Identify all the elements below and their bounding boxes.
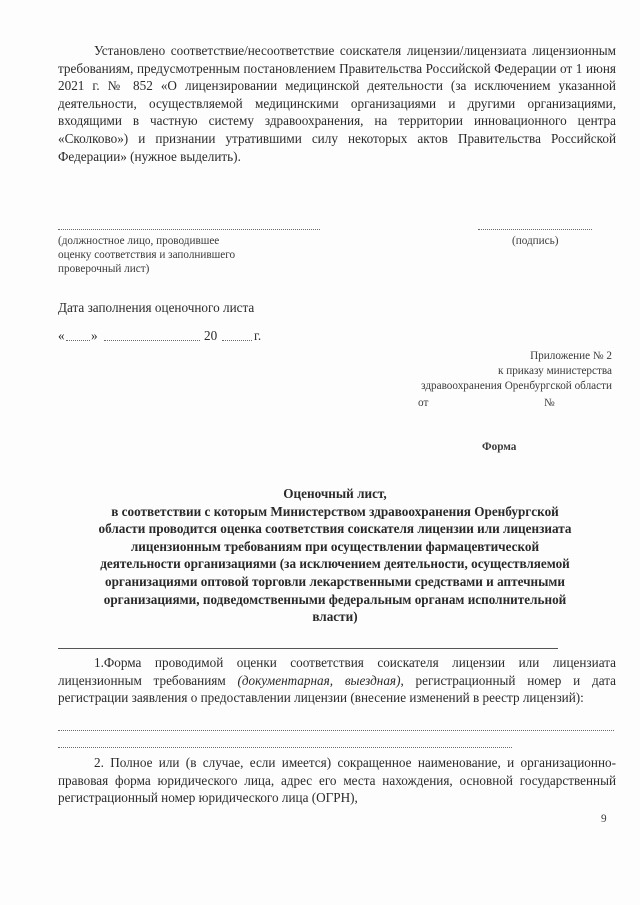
- section-2-paragraph: 2. Полное или (в случае, если имеется) сокращенное наименование, и организационно-правовая форма юридического лица, адрес его места нахождения, основной государственный регистрационный номер юридического лица (ОГРН),: [58, 755, 616, 806]
- appendix-block: [330, 349, 612, 394]
- appendix-order: к приказу министерства: [497, 365, 612, 377]
- date-year-suffix: г.: [254, 328, 262, 343]
- date-close-quote: »: [91, 328, 98, 343]
- intro-paragraph: Установлено соответствие/несоответствие соискателя лицензии/лицензиата лицензионным требованиям, предусмотренным постановлением Правительства Российской Федерации от 1 июня 2021 г. № 852 «О лицензировании медицинской деятельности (за исключением указанной деятельности, осуществляемой медицинскими организациями и другими организациями, входящими в частную систему здравоохранения, на территории инновационного центра «Сколково») и признании утратившими силу некоторых актов Правительства Российской Федерации» (нужное выделить).: [58, 43, 616, 164]
- date-month-line: [104, 340, 200, 341]
- appendix-from: от: [418, 397, 429, 409]
- appendix-number: №: [544, 397, 555, 409]
- section-1-paragraph: 1.Форма проводимой оценки соответствия соискателя лицензии или лицензиата лицензионным требованиям (документарная, выездная), регистрационный номер и дата регистрации заявления о предоставлении лицензии (внесение изменений в реестр лицензий):: [58, 655, 616, 706]
- date-year-line: [222, 340, 252, 341]
- appendix-title: Приложение № 2: [530, 350, 612, 362]
- date-fill-label: Дата заполнения оценочного листа: [58, 300, 255, 315]
- date-day-line: [66, 340, 90, 341]
- official-label: (должностное лицо, проводившее оценку соответствия и заполнившего проверочный лист): [58, 235, 236, 275]
- form-label: Форма: [482, 441, 517, 453]
- official-signature-line: [58, 229, 320, 230]
- title-underline: [58, 648, 558, 649]
- date-year-prefix: 20: [204, 328, 218, 343]
- date-fill-row: «: [58, 328, 65, 343]
- page-number: 9: [601, 813, 607, 825]
- appendix-ministry: здравоохранения Оренбургской области: [421, 380, 612, 392]
- page-title: Оценочный лист, в соответствии с которым Министерством здравоохранения Оренбургской области проводится оценка соответствия соискателя лицензии или лицензиата лицензионным требованиям при осуществлении фармацевтической деятельности организациями (за исключением деятельности, осуществляемой организациями оптовой торговли лекарственными средствами и аптечными организациями, подведомственными федеральным органам исполнительной власти): [98, 486, 572, 625]
- section-1-fill-line-2: [58, 747, 512, 748]
- section-1-fill-line-1: [58, 730, 614, 731]
- signature-line: [478, 229, 592, 230]
- sign-label: (подпись): [512, 235, 559, 247]
